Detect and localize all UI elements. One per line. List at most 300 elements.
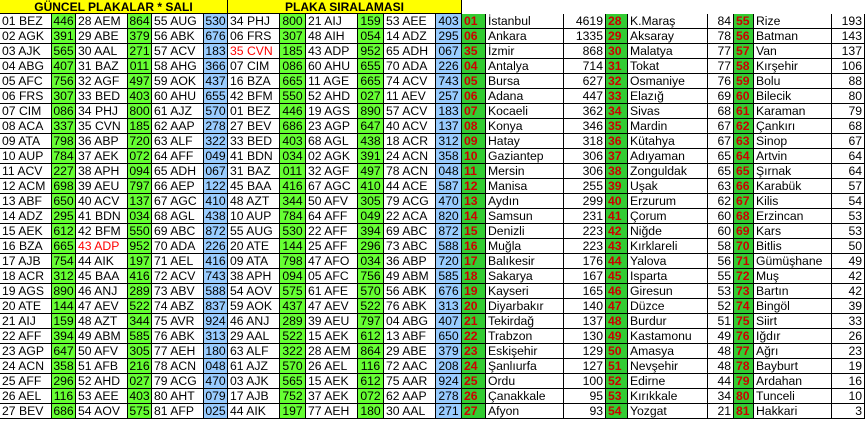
plate-number: 698 bbox=[52, 179, 76, 194]
plate-code: 11 ACV bbox=[0, 164, 52, 179]
rank-province-code: 41 bbox=[606, 209, 628, 224]
plate-number: 072 bbox=[128, 149, 152, 164]
plate-code: 11 AEV bbox=[384, 89, 436, 104]
rank-province-name: İzmir bbox=[486, 44, 564, 59]
rank-plate-count: 67 bbox=[832, 134, 865, 149]
plate-code: 69 ABC bbox=[384, 224, 436, 239]
rank-province-name: Burdur bbox=[628, 314, 708, 329]
rank-province-code: 08 bbox=[462, 119, 486, 134]
rank-province-code: 50 bbox=[606, 344, 628, 359]
plate-number: 497 bbox=[128, 74, 152, 89]
rank-plate-count: 53 bbox=[708, 284, 734, 299]
rank-province-name: Adana bbox=[486, 89, 564, 104]
plate-number: 034 bbox=[128, 209, 152, 224]
plate-code: 70 ADA bbox=[152, 239, 204, 254]
plate-number: 570 bbox=[280, 359, 306, 374]
rank-province-name: Trabzon bbox=[486, 329, 564, 344]
rank-province-name: Nevşehir bbox=[628, 359, 708, 374]
plate-code: 53 AEE bbox=[76, 389, 128, 404]
plate-code: 48 AIH bbox=[306, 29, 358, 44]
plate-number: 797 bbox=[128, 179, 152, 194]
plate-number: 864 bbox=[128, 14, 152, 29]
rank-province-name: Kilis bbox=[754, 194, 832, 209]
plate-number: 180 bbox=[204, 344, 228, 359]
plate-number: 530 bbox=[280, 224, 306, 239]
plate-number: 048 bbox=[436, 164, 462, 179]
rank-plate-count: 10 bbox=[832, 389, 865, 404]
plate-number: 756 bbox=[52, 74, 76, 89]
plate-code: 24 ACN bbox=[0, 359, 52, 374]
plate-code: 71 AEL bbox=[152, 254, 204, 269]
rank-province-code: 36 bbox=[606, 134, 628, 149]
rank-province-name: Karaman bbox=[754, 104, 832, 119]
rank-province-name: Zonguldak bbox=[628, 164, 708, 179]
plate-number: 027 bbox=[358, 89, 384, 104]
rank-plate-count: 299 bbox=[564, 194, 606, 209]
rank-plate-count: 88 bbox=[832, 74, 865, 89]
rank-plate-count: 77 bbox=[708, 59, 734, 74]
rank-plate-count: 100 bbox=[564, 374, 606, 389]
rank-province-code: 40 bbox=[606, 194, 628, 209]
plate-code: 02 AGK bbox=[306, 149, 358, 164]
plate-number: 754 bbox=[52, 254, 76, 269]
rank-province-name: Ordu bbox=[486, 374, 564, 389]
rank-province-code: 01 bbox=[462, 14, 486, 29]
rank-plate-count: 65 bbox=[708, 164, 734, 179]
plate-code: 80 AHT bbox=[152, 389, 204, 404]
rank-province-code: 37 bbox=[606, 149, 628, 164]
rank-province-name: Isparta bbox=[628, 269, 708, 284]
plate-number: 307 bbox=[52, 89, 76, 104]
plate-code: 31 BAZ bbox=[76, 59, 128, 74]
rank-province-code: 38 bbox=[606, 164, 628, 179]
rank-province-code: 26 bbox=[462, 389, 486, 404]
plate-number: 650 bbox=[436, 329, 462, 344]
rank-province-name: Kocaeli bbox=[486, 104, 564, 119]
plate-code: 53 AEE bbox=[384, 14, 436, 29]
rank-province-code: 76 bbox=[734, 329, 754, 344]
header-plaka-siralamasi: PLAKA SIRALAMASI bbox=[228, 0, 462, 14]
plate-code: 01 BEZ bbox=[0, 14, 52, 29]
plate-code: 46 ANJ bbox=[228, 314, 280, 329]
plate-number: 565 bbox=[280, 374, 306, 389]
plate-number: 208 bbox=[436, 359, 462, 374]
plate-number: 379 bbox=[436, 344, 462, 359]
plate-number: 226 bbox=[204, 239, 228, 254]
plate-code: 75 AAR bbox=[384, 374, 436, 389]
plate-number: 344 bbox=[280, 194, 306, 209]
plate-number: 522 bbox=[280, 329, 306, 344]
rank-province-name: Yozgat bbox=[628, 404, 708, 419]
rank-province-code: 20 bbox=[462, 299, 486, 314]
rank-province-code: 28 bbox=[606, 14, 628, 29]
rank-province-name: Düzce bbox=[628, 299, 708, 314]
rank-province-code: 15 bbox=[462, 224, 486, 239]
rank-plate-count: 50 bbox=[832, 239, 865, 254]
plate-code: 22 AFF bbox=[0, 329, 52, 344]
rank-province-code: 73 bbox=[734, 284, 754, 299]
rank-province-name: Sivas bbox=[628, 104, 708, 119]
rank-province-name: Muş bbox=[754, 269, 832, 284]
plate-number: 278 bbox=[436, 389, 462, 404]
plate-number: 665 bbox=[280, 74, 306, 89]
plate-number: 094 bbox=[128, 164, 152, 179]
rank-plate-count: 60 bbox=[708, 224, 734, 239]
plate-code: 69 ABC bbox=[152, 224, 204, 239]
rank-plate-count: 140 bbox=[564, 299, 606, 314]
plate-code: 65 ADH bbox=[152, 164, 204, 179]
plate-code: 47 AEV bbox=[76, 299, 128, 314]
plate-code: 21 AIJ bbox=[306, 14, 358, 29]
rank-province-name: İstanbul bbox=[486, 14, 564, 29]
plate-number: 337 bbox=[52, 119, 76, 134]
rank-province-name: Kars bbox=[754, 224, 832, 239]
rank-province-name: Denizli bbox=[486, 224, 564, 239]
plate-code: 78 ACN bbox=[384, 164, 436, 179]
plate-code: 70 ADA bbox=[384, 59, 436, 74]
plate-code: 52 AHD bbox=[76, 374, 128, 389]
rank-province-code: 47 bbox=[606, 299, 628, 314]
rank-province-name: Afyon bbox=[486, 404, 564, 419]
rank-plate-count: 60 bbox=[708, 209, 734, 224]
rank-province-name: Giresun bbox=[628, 284, 708, 299]
plate-number: 137 bbox=[128, 194, 152, 209]
plate-number: 313 bbox=[204, 329, 228, 344]
rank-province-name: Eskişehir bbox=[486, 344, 564, 359]
plate-number: 407 bbox=[436, 314, 462, 329]
plate-code: 23 AGP bbox=[306, 119, 358, 134]
plate-code: 24 ACN bbox=[384, 149, 436, 164]
rank-plate-count: 223 bbox=[564, 239, 606, 254]
rank-plate-count: 84 bbox=[708, 14, 734, 29]
plate-code: 29 AAL bbox=[228, 329, 280, 344]
plate-number: 067 bbox=[204, 164, 228, 179]
plate-code: 37 AEK bbox=[76, 149, 128, 164]
rank-province-name: Gaziantep bbox=[486, 149, 564, 164]
rank-plate-count: 34 bbox=[708, 389, 734, 404]
plate-code: 56 ABK bbox=[384, 284, 436, 299]
plate-number: 183 bbox=[436, 104, 462, 119]
plate-code: 55 AUG bbox=[152, 14, 204, 29]
plate-code: 61 AFE bbox=[306, 284, 358, 299]
rank-plate-count: 69 bbox=[708, 89, 734, 104]
rank-province-code: 33 bbox=[606, 89, 628, 104]
plate-code: 20 ATE bbox=[0, 299, 52, 314]
plate-code: 31 BAZ bbox=[228, 164, 280, 179]
plate-code: 16 BZA bbox=[0, 239, 52, 254]
plate-number: 159 bbox=[52, 314, 76, 329]
rank-province-code: 77 bbox=[734, 344, 754, 359]
plate-code: 40 ACV bbox=[384, 119, 436, 134]
plate-code: 07 CIM bbox=[0, 104, 52, 119]
rank-plate-count: 76 bbox=[708, 74, 734, 89]
rank-plate-count: 58 bbox=[708, 239, 734, 254]
rank-province-code: 18 bbox=[462, 269, 486, 284]
rank-plate-count: 53 bbox=[832, 224, 865, 239]
rank-province-name: Bitlis bbox=[754, 239, 832, 254]
plate-code: 13 ABF bbox=[384, 329, 436, 344]
plate-code: 11 AGE bbox=[306, 74, 358, 89]
plate-number: 322 bbox=[280, 344, 306, 359]
rank-province-code: 06 bbox=[462, 29, 486, 44]
plate-code: 45 BAA bbox=[228, 179, 280, 194]
rank-plate-count: 21 bbox=[708, 404, 734, 419]
plate-code: 41 BDN bbox=[76, 209, 128, 224]
rank-plate-count: 93 bbox=[564, 404, 606, 419]
rank-province-name: Bolu bbox=[754, 74, 832, 89]
rank-province-name: Ankara bbox=[486, 29, 564, 44]
rank-province-name: Çanakkale bbox=[486, 389, 564, 404]
plate-code: 72 AAC bbox=[384, 359, 436, 374]
rank-province-code: 78 bbox=[734, 359, 754, 374]
rank-plate-count: 39 bbox=[832, 299, 865, 314]
rank-province-code: 52 bbox=[606, 374, 628, 389]
plate-number: 416 bbox=[280, 179, 306, 194]
plate-code: 60 AHU bbox=[306, 59, 358, 74]
rank-province-code: 51 bbox=[606, 359, 628, 374]
plate-number: 116 bbox=[358, 359, 384, 374]
rank-province-code: 59 bbox=[734, 74, 754, 89]
plate-number: 049 bbox=[204, 149, 228, 164]
plate-number: 296 bbox=[358, 239, 384, 254]
plate-number: 588 bbox=[436, 239, 462, 254]
plate-code: 60 AHU bbox=[152, 89, 204, 104]
rank-province-code: 34 bbox=[606, 104, 628, 119]
plate-code: 62 AAP bbox=[384, 389, 436, 404]
plate-number: 183 bbox=[204, 44, 228, 59]
plate-code: 25 AFF bbox=[0, 374, 52, 389]
plate-code: 44 ACE bbox=[384, 179, 436, 194]
rank-province-name: Kastamonu bbox=[628, 329, 708, 344]
plate-code: 66 AEP bbox=[152, 179, 204, 194]
plate-number: 358 bbox=[52, 359, 76, 374]
plate-code: 63 ALF bbox=[228, 344, 280, 359]
plate-number: 890 bbox=[358, 104, 384, 119]
plate-code: 37 AEK bbox=[306, 389, 358, 404]
rank-plate-count: 67 bbox=[708, 119, 734, 134]
rank-province-name: Karabük bbox=[754, 179, 832, 194]
rank-plate-count: 62 bbox=[708, 194, 734, 209]
plate-code: 51 AFB bbox=[76, 359, 128, 374]
plate-number: 647 bbox=[358, 119, 384, 134]
rank-plate-count: 78 bbox=[708, 29, 734, 44]
plate-number: 647 bbox=[52, 344, 76, 359]
rank-province-code: 29 bbox=[606, 29, 628, 44]
rank-plate-count: 447 bbox=[564, 89, 606, 104]
plate-number: 144 bbox=[52, 299, 76, 314]
plate-number: 197 bbox=[128, 254, 152, 269]
plate-number: 686 bbox=[280, 119, 306, 134]
plate-number: 676 bbox=[204, 29, 228, 44]
rank-province-code: 07 bbox=[462, 104, 486, 119]
plate-number: 587 bbox=[436, 179, 462, 194]
plate-number: 034 bbox=[358, 254, 384, 269]
plate-number: 296 bbox=[52, 374, 76, 389]
rank-province-code: 06 bbox=[462, 89, 486, 104]
plate-number: 720 bbox=[128, 134, 152, 149]
plate-number: 588 bbox=[204, 284, 228, 299]
plate-code: 30 AAL bbox=[384, 404, 436, 419]
rank-plate-count: 52 bbox=[708, 299, 734, 314]
plate-number: 655 bbox=[358, 59, 384, 74]
plate-code: 14 ADZ bbox=[0, 209, 52, 224]
plate-code: 72 ACV bbox=[152, 269, 204, 284]
rank-province-name: Balıkesir bbox=[486, 254, 564, 269]
plate-code: 63 ALF bbox=[152, 134, 204, 149]
rank-plate-count: 193 bbox=[832, 14, 865, 29]
plate-number: 366 bbox=[204, 59, 228, 74]
rank-plate-count: 306 bbox=[564, 164, 606, 179]
plate-number: 394 bbox=[52, 329, 76, 344]
plate-number: 446 bbox=[52, 14, 76, 29]
rank-plate-count: 318 bbox=[564, 134, 606, 149]
rank-province-code: 66 bbox=[734, 179, 754, 194]
rank-province-name: Muğla bbox=[486, 239, 564, 254]
rank-province-code: 32 bbox=[606, 74, 628, 89]
rank-province-name: Tunceli bbox=[754, 389, 832, 404]
plate-number: 049 bbox=[358, 209, 384, 224]
plate-number: 797 bbox=[358, 314, 384, 329]
plate-code: 49 ABM bbox=[384, 269, 436, 284]
plate-code: 15 AEK bbox=[0, 224, 52, 239]
plate-number: 864 bbox=[358, 344, 384, 359]
rank-province-code: 24 bbox=[462, 359, 486, 374]
rank-province-code: 79 bbox=[734, 374, 754, 389]
plate-code: 21 AIJ bbox=[0, 314, 52, 329]
rank-province-name: Mersin bbox=[486, 164, 564, 179]
plate-code: 68 AGL bbox=[306, 134, 358, 149]
rank-province-name: Rize bbox=[754, 14, 832, 29]
rank-plate-count: 143 bbox=[832, 29, 865, 44]
plate-number: 438 bbox=[204, 209, 228, 224]
plate-number: 011 bbox=[280, 164, 306, 179]
rank-plate-count: 223 bbox=[564, 224, 606, 239]
plate-number: 820 bbox=[436, 209, 462, 224]
rank-plate-count: 48 bbox=[708, 344, 734, 359]
rank-plate-count: 137 bbox=[564, 314, 606, 329]
rank-province-code: 23 bbox=[462, 344, 486, 359]
rank-province-code: 21 bbox=[462, 314, 486, 329]
plate-code: 74 ACV bbox=[384, 74, 436, 89]
plate-number: 890 bbox=[52, 284, 76, 299]
plate-number: 278 bbox=[204, 119, 228, 134]
rank-province-name: Ardahan bbox=[754, 374, 832, 389]
plate-code: 04 ABG bbox=[384, 314, 436, 329]
plate-code: 64 AFF bbox=[306, 209, 358, 224]
plate-number: 094 bbox=[280, 269, 306, 284]
plate-number: 358 bbox=[436, 149, 462, 164]
plate-code: 14 ADZ bbox=[384, 29, 436, 44]
rank-plate-count: 77 bbox=[708, 44, 734, 59]
plate-number: 655 bbox=[204, 89, 228, 104]
rank-province-code: 63 bbox=[734, 134, 754, 149]
rank-plate-count: 44 bbox=[708, 374, 734, 389]
plate-code: 10 AUP bbox=[0, 149, 52, 164]
plate-number: 180 bbox=[358, 404, 384, 419]
plate-code: 27 BEV bbox=[228, 119, 280, 134]
plate-code: 29 ABE bbox=[76, 29, 128, 44]
rank-plate-count: 95 bbox=[564, 389, 606, 404]
plate-number: 522 bbox=[128, 299, 152, 314]
rank-plate-count: 49 bbox=[832, 254, 865, 269]
plate-code: 26 AEL bbox=[306, 359, 358, 374]
plate-number: 612 bbox=[358, 374, 384, 389]
rank-province-name: Bilecik bbox=[754, 89, 832, 104]
plate-code: 43 ADP bbox=[76, 239, 128, 254]
plate-number: 295 bbox=[52, 209, 76, 224]
plate-number: 086 bbox=[280, 59, 306, 74]
plate-code: 12 ACM bbox=[0, 179, 52, 194]
rank-province-code: 27 bbox=[462, 404, 486, 419]
plate-code: 57 ACV bbox=[152, 44, 204, 59]
plate-code: 33 BED bbox=[76, 89, 128, 104]
plate-code: 34 PHJ bbox=[228, 14, 280, 29]
plate-number: 403 bbox=[280, 134, 306, 149]
rank-province-name: Aksaray bbox=[628, 29, 708, 44]
rank-province-code: 39 bbox=[606, 179, 628, 194]
plate-code: 75 AVR bbox=[152, 314, 204, 329]
plate-number: 271 bbox=[128, 44, 152, 59]
plate-code: 56 ABK bbox=[152, 29, 204, 44]
plate-number: 470 bbox=[436, 194, 462, 209]
plate-code: 18 ACR bbox=[0, 269, 52, 284]
rank-province-name: Amasya bbox=[628, 344, 708, 359]
plate-number: 798 bbox=[52, 134, 76, 149]
plate-code: 17 AJB bbox=[228, 389, 280, 404]
plate-code: 81 AFP bbox=[152, 404, 204, 419]
rank-province-name: Çorum bbox=[628, 209, 708, 224]
plate-code: 52 AHD bbox=[306, 89, 358, 104]
plate-code: 38 APH bbox=[76, 164, 128, 179]
plate-number: 798 bbox=[280, 254, 306, 269]
plate-code: 15 AEK bbox=[306, 374, 358, 389]
plate-number: 872 bbox=[436, 224, 462, 239]
plate-number: 837 bbox=[204, 299, 228, 314]
plate-code: 46 ANJ bbox=[76, 284, 128, 299]
rank-province-name: Siirt bbox=[754, 314, 832, 329]
plate-code: 50 AFV bbox=[306, 194, 358, 209]
rank-province-name: Hakkari bbox=[754, 404, 832, 419]
plate-code: 35 CVN bbox=[228, 44, 280, 59]
rank-plate-count: 56 bbox=[708, 254, 734, 269]
rank-province-code: 11 bbox=[462, 164, 486, 179]
plate-number: 446 bbox=[280, 104, 306, 119]
rank-province-name: Bartın bbox=[754, 284, 832, 299]
rank-plate-count: 64 bbox=[832, 164, 865, 179]
plate-code: 39 AEU bbox=[76, 179, 128, 194]
plate-code: 42 BFM bbox=[228, 89, 280, 104]
rank-province-code: 72 bbox=[734, 269, 754, 284]
rank-plate-count: 23 bbox=[832, 344, 865, 359]
rank-province-name: Malatya bbox=[628, 44, 708, 59]
plate-number: 403 bbox=[128, 389, 152, 404]
rank-plate-count: 42 bbox=[832, 284, 865, 299]
rank-province-name: Tekirdağ bbox=[486, 314, 564, 329]
plate-number: 438 bbox=[358, 134, 384, 149]
rank-province-code: 75 bbox=[734, 314, 754, 329]
plate-number: 676 bbox=[436, 284, 462, 299]
plate-number: 497 bbox=[358, 164, 384, 179]
plate-code: 27 BEV bbox=[0, 404, 52, 419]
plate-code: 48 AZT bbox=[228, 194, 280, 209]
rank-province-name: Kırıkkale bbox=[628, 389, 708, 404]
rank-province-name: Erzincan bbox=[754, 209, 832, 224]
plate-code: 68 AGL bbox=[152, 209, 204, 224]
plate-number: 952 bbox=[128, 239, 152, 254]
plate-code: 35 CVN bbox=[76, 119, 128, 134]
plate-number: 437 bbox=[204, 74, 228, 89]
rank-province-code: 04 bbox=[462, 59, 486, 74]
